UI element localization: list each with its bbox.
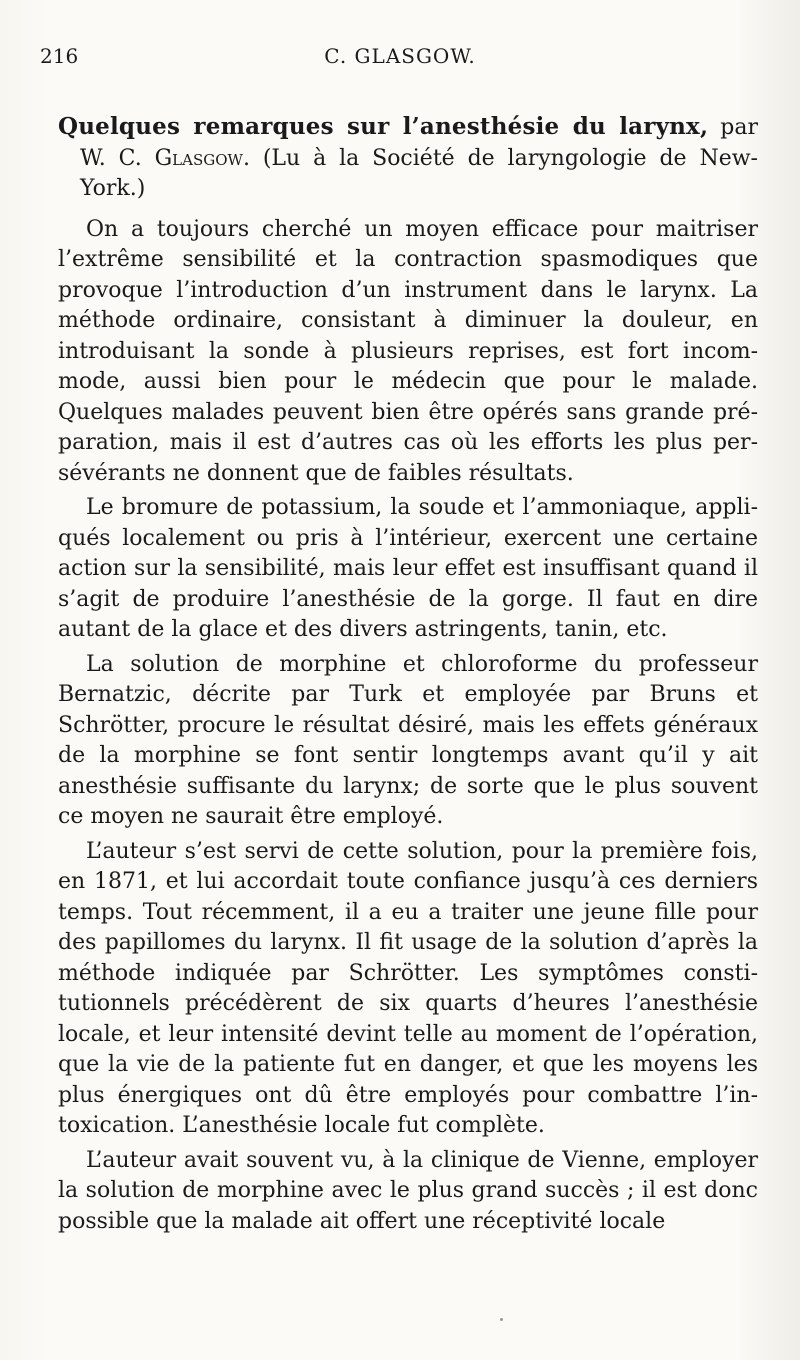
paragraph-2: Le bromure de potassium, la soude et l’ammoniaque, appliqués localement ou pris à l’intérieur, exercent une certaine action sur la sensibilité, mais leur effet est insuffisant quand il s’agit de produire l’anesthésie de la gorge. Il faut en dire autant de la glace et des divers astringents, tanin, etc. — [58, 495, 758, 642]
ink-speck — [500, 1318, 503, 1321]
author-surname: Glasgow — [154, 145, 243, 171]
page-content — [58, 112, 758, 1241]
page-number: 216 — [40, 44, 79, 68]
source-note: . (Lu à la Société de laryngologie de New-York.) — [80, 145, 758, 201]
paragraph-4: L’auteur s’est servi de cette solution, pour la première fois, en 1871, et lui accordait toute confiance jusqu’à ces derniers temps. Tout récemment, il a eu a traiter une jeune fille pour des papillomes du larynx. Il fit usage de la solution d’après la méthode indiquée par Schrötter. Les symptômes constitutionnels précédèrent de six quarts d’heures l’anesthésie locale, et leur intensité devint telle au moment de l’opération, que la vie de la patiente fut en danger, et que les moyens les plus énergiques ont dû être employés pour combattre l’intoxication. L’anesthésie locale fut complète. — [58, 838, 758, 1138]
article-heading — [58, 112, 758, 205]
page-header — [40, 44, 760, 74]
article-title: Quelques remarques sur l’anesthésie du larynx, — [58, 113, 709, 140]
running-head: C. GLASGOW. — [324, 44, 476, 68]
article-by: par — [720, 115, 759, 140]
paragraph-5: L’auteur avait souvent vu, à la clinique de Vienne, employer la solution de morphine avec le plus grand succès ; il est donc possible que la malade ait offert une réceptivité locale — [58, 1147, 758, 1234]
author-initials: W. C. — [80, 145, 142, 171]
paragraph-3: La solution de morphine et chloroforme du professeur Bernatzic, décrite par Turk et employée par Bruns et Schrötter, procure le résultat désiré, mais les effets généraux de la morphine se font sentir longtemps avant qu’il y ait anesthésie suffisante du larynx; de sorte que le plus souvent ce moyen ne saurait être employé. — [58, 651, 758, 829]
paragraph-1: On a toujours cherché un moyen efficace pour maitriser l’extrême sensibilité et la contraction spasmodiques que provoque l’introduction d’un instrument dans le larynx. La méthode ordinaire, consistant à diminuer la douleur, en introduisant la sonde à plusieurs reprises, est fort incommode, aussi bien pour le médecin que pour le malade. Quelques malades peuvent bien être opérés sans grande préparation, mais il est d’autres cas où les efforts les plus persévérants ne donnent que de faibles résultats. — [58, 216, 758, 486]
